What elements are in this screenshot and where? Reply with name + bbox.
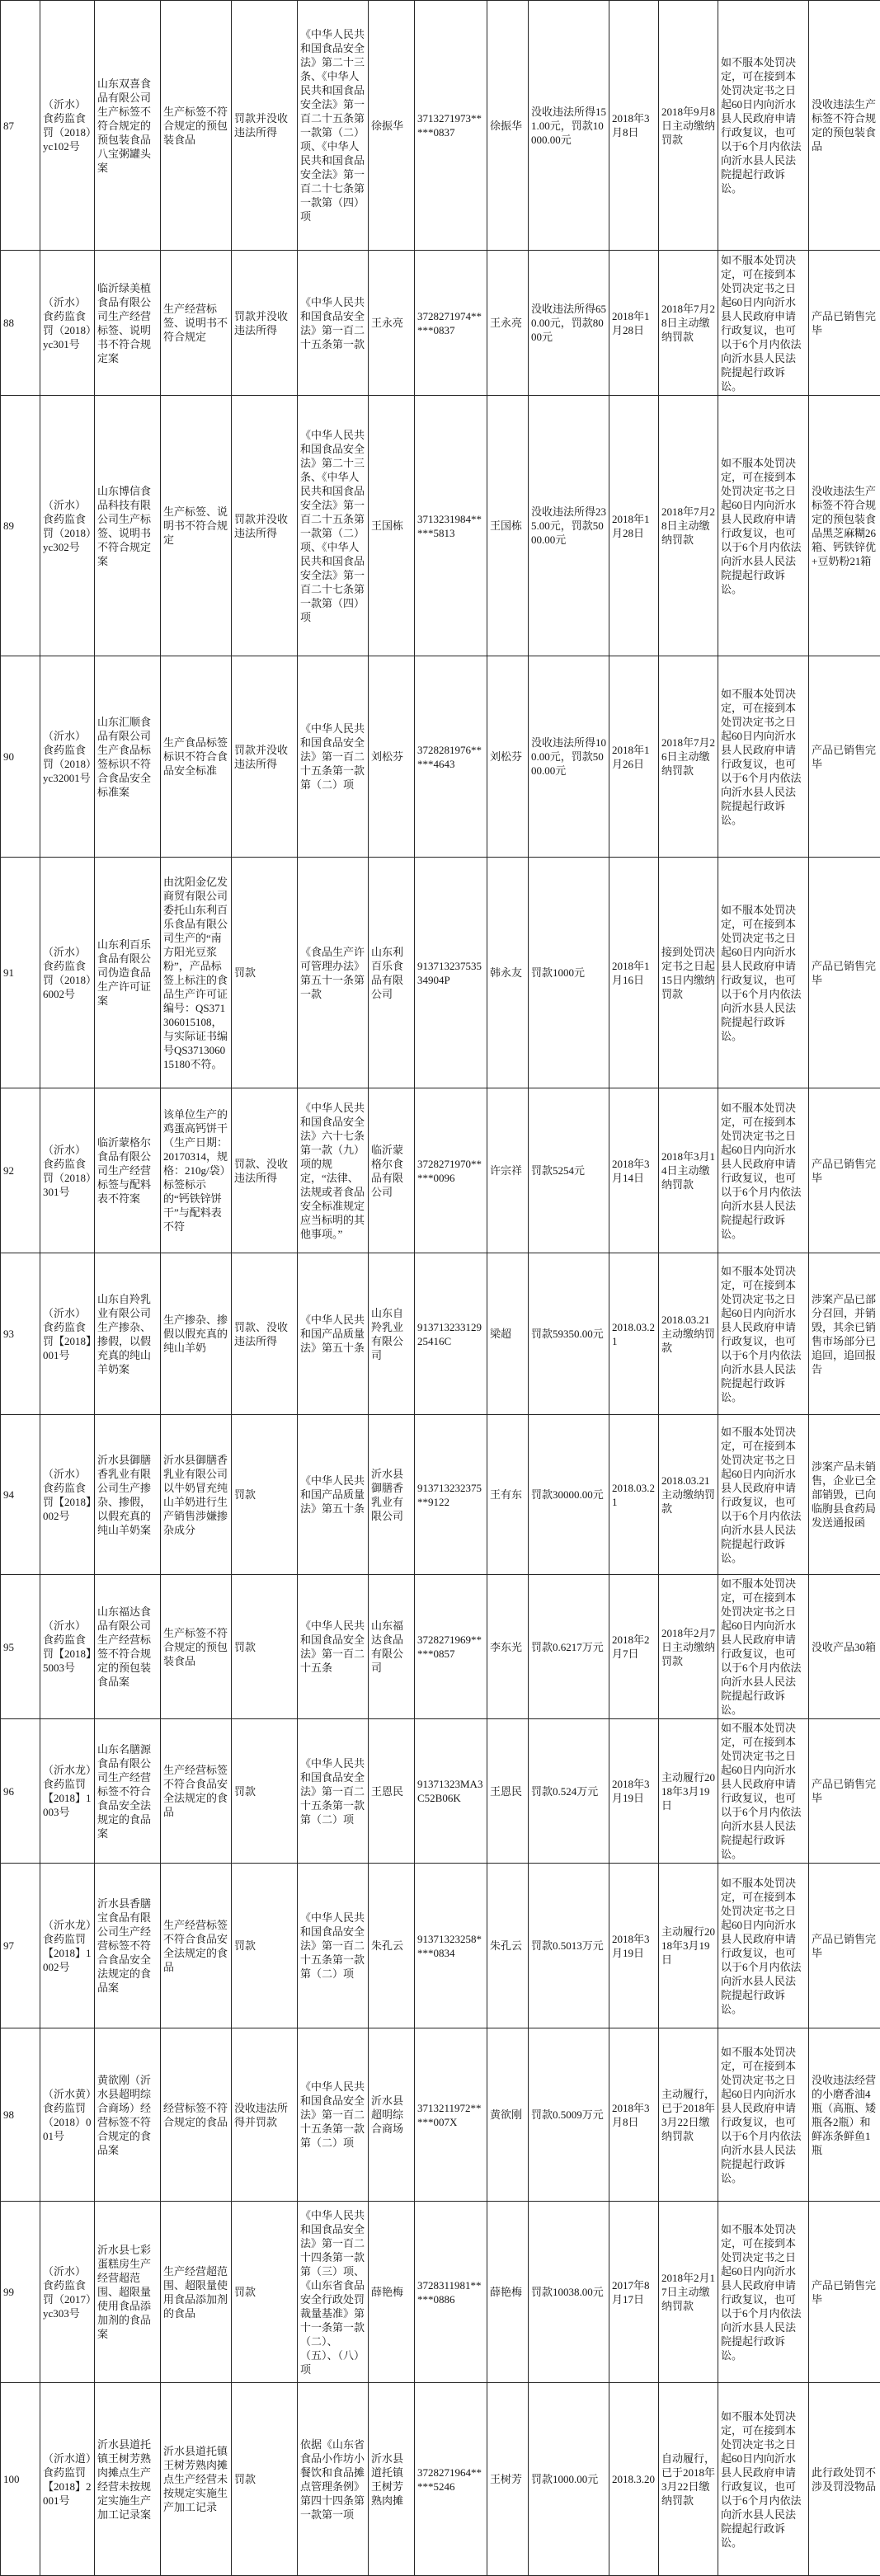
cell-penalty-basis: 依据《山东省食品小作坊小餐饮和食品摊点管理条例》第四十四条第一款第一项 [298, 2383, 369, 2576]
cell-party-name: 山东利百乐食品有限公司 [369, 858, 415, 1088]
cell-penalty-result: 没收违法所得100.00元，罚款5000.00元 [529, 656, 609, 858]
cell-penalty-result: 罚款59350.00元 [529, 1253, 609, 1415]
cell-decision-date: 2018年2月7日 [609, 1575, 659, 1719]
cell-decision-number: （沂水）食药监食罚（2018）301号 [40, 1088, 95, 1253]
cell-penalty-result: 罚款30000.00元 [529, 1415, 609, 1575]
cell-execution: 2018年7月26日主动缴纳罚款 [659, 656, 718, 858]
cell-row-number: 90 [1, 656, 40, 858]
cell-credit-code: 3713271973*****0837 [415, 1, 487, 251]
cell-decision-number: （沂水）食药监食罚（2017）yc303号 [40, 2202, 95, 2383]
cell-penalty-result: 罚款5254元 [529, 1088, 609, 1253]
cell-remedy-notice: 如不服本处罚决定，可在接到本处罚决定书之日起60日内向沂水县人民政府申请行政复议，也可以于6个月内依法向沂水县人民法院提起行政诉讼。 [718, 2383, 809, 2576]
cell-credit-code: 3728311981*****0886 [415, 2202, 487, 2383]
cell-decision-number: （沂水道）食药监罚【2018】2001号 [40, 2383, 95, 2576]
cell-penalty-type: 罚款 [232, 1719, 298, 1864]
cell-decision-date: 2018年1月26日 [609, 656, 659, 858]
cell-legal-representative: 许宗祥 [487, 1088, 529, 1253]
cell-penalty-result: 罚款1000.00元 [529, 2383, 609, 2576]
table-row [1, 1864, 880, 2028]
table-row [1, 1088, 880, 1253]
cell-party-name: 王永亮 [369, 251, 415, 396]
cell-case-name: 山东福达食品有限公司生产经营标签不符合规定的预包装食品案 [95, 1575, 161, 1719]
cell-remedy-notice: 如不服本处罚决定，可在接到本处罚决定书之日起60日内向沂水县人民政府申请行政复议，也可以于6个月内依法向沂水县人民法院提起行政诉讼。 [718, 2202, 809, 2383]
cell-penalty-basis: 《中华人民共和国食品安全法》六十七条第一款（九）项的规定，“法律、法规或者食品安全标准规定应当标明的其他事项。” [298, 1088, 369, 1253]
cell-decision-date: 2018年3月8日 [609, 1, 659, 251]
cell-party-name: 沂水县超明综合商场 [369, 2028, 415, 2202]
cell-penalty-type: 罚款 [232, 858, 298, 1088]
cell-remarks: 产品已销售完毕 [809, 251, 880, 396]
cell-row-number: 99 [1, 2202, 40, 2383]
cell-case-name: 山东名膳源食品有限公司生产经营标签不符合食品安全法规定的食品案 [95, 1719, 161, 1864]
cell-remarks: 没收违法生产标签不符合规定的预包装食品黑芝麻糊26箱、钙铁锌优+豆奶粉21箱 [809, 396, 880, 656]
cell-credit-code: 3728271964*****5246 [415, 2383, 487, 2576]
cell-decision-date: 2018年3月19日 [609, 1719, 659, 1864]
cell-penalty-basis: 《中华人民共和国产品质量法》第五十条 [298, 1253, 369, 1415]
cell-remedy-notice: 如不服本处罚决定，可在接到本处罚决定书之日起60日内向沂水县人民政府申请行政复议，也可以于6个月内依法向沂水县人民法院提起行政诉讼。 [718, 1, 809, 251]
cell-party-name: 朱孔云 [369, 1864, 415, 2028]
cell-legal-representative: 朱孔云 [487, 1864, 529, 2028]
cell-decision-number: （沂水）食药监食罚（2018）yc302号 [40, 396, 95, 656]
cell-penalty-type: 罚款并没收违法所得 [232, 396, 298, 656]
cell-decision-number: （沂水）食药监食罚（2018）yc301号 [40, 251, 95, 396]
cell-decision-number: （沂水）食药监食罚【2018】001号 [40, 1253, 95, 1415]
cell-penalty-type: 罚款、没收违法所得 [232, 1253, 298, 1415]
cell-row-number: 97 [1, 1864, 40, 2028]
cell-row-number: 89 [1, 396, 40, 656]
cell-illegal-facts: 生产标签、说明书不符合规定 [161, 396, 232, 656]
cell-credit-code: 913713232375**9122 [415, 1415, 487, 1575]
cell-case-name: 沂水县御膳香乳业有限公司生产掺杂、掺假，以假充真的纯山羊奶案 [95, 1415, 161, 1575]
cell-row-number: 91 [1, 858, 40, 1088]
cell-legal-representative: 王恩民 [487, 1719, 529, 1864]
cell-illegal-facts: 该单位生产的鸡蛋高钙饼干（生产日期：20170314，规格：210g/袋）标签标示的“钙铁锌饼干”与配料表不符 [161, 1088, 232, 1253]
cell-execution: 自动履行，已于2018年3月22日缴纳罚款 [659, 2383, 718, 2576]
cell-credit-code: 91371323753534904P [415, 858, 487, 1088]
cell-penalty-basis: 《中华人民共和国食品安全法》第一百二十五条第一款第（二）项 [298, 1719, 369, 1864]
cell-remedy-notice: 如不服本处罚决定，可在接到本处罚决定书之日起60日内向沂水县人民政府申请行政复议，也可以于6个月内依法向沂水县人民法院提起行政诉讼。 [718, 1253, 809, 1415]
cell-decision-number: （沂水）食药监食罚【2018】5003号 [40, 1575, 95, 1719]
cell-illegal-facts: 沂水县御膳香乳业有限公司以牛奶冒充纯山羊奶进行生产销售涉嫌掺杂成分 [161, 1415, 232, 1575]
cell-penalty-basis: 《中华人民共和国食品安全法》第一百二十五条第一款 [298, 251, 369, 396]
cell-case-name: 沂水县七彩蛋糕房生产经营超范围、超限量使用食品添加剂的食品案 [95, 2202, 161, 2383]
table-row [1, 1719, 880, 1864]
table-row [1, 251, 880, 396]
cell-legal-representative: 李东光 [487, 1575, 529, 1719]
cell-case-name: 山东双喜食品有限公司生产标签不符合规定的预包装食品八宝粥罐头案 [95, 1, 161, 251]
cell-execution: 接到处罚决定书之日起15日内缴纳罚款 [659, 858, 718, 1088]
cell-row-number: 96 [1, 1719, 40, 1864]
cell-legal-representative: 徐振华 [487, 1, 529, 251]
cell-row-number: 94 [1, 1415, 40, 1575]
cell-penalty-type: 罚款并没收违法所得 [232, 656, 298, 858]
cell-legal-representative: 王有东 [487, 1415, 529, 1575]
cell-execution: 2018.03.21主动缴纳罚款 [659, 1253, 718, 1415]
table-row [1, 2383, 880, 2576]
cell-penalty-type: 罚款并没收违法所得 [232, 1, 298, 251]
cell-credit-code: 91371323312925416C [415, 1253, 487, 1415]
cell-case-name: 临沂绿美植食品有限公司生产经营标签、说明书不符合规定案 [95, 251, 161, 396]
cell-case-name: 黄欲刚（沂水县超明综合商场）经营标签不符合规定的食品案 [95, 2028, 161, 2202]
cell-row-number: 93 [1, 1253, 40, 1415]
cell-penalty-result: 罚款1000元 [529, 858, 609, 1088]
cell-penalty-result: 罚款10038.00元 [529, 2202, 609, 2383]
cell-illegal-facts: 由沈阳金亿发商贸有限公司委托山东利百乐食品有限公司生产的“南方阳光豆浆粉”，产品标签上标注的食品生产许可证编号：QS371306015108，与实际证书编号QS371306015180不符。 [161, 858, 232, 1088]
cell-penalty-result: 没收违法所得151.00元，罚款10000.00元 [529, 1, 609, 251]
cell-credit-code: 3713231984*****5813 [415, 396, 487, 656]
cell-penalty-type: 罚款 [232, 1575, 298, 1719]
cell-remedy-notice: 如不服本处罚决定，可在接到本处罚决定书之日起60日内向沂水县人民政府申请行政复议，也可以于6个月内依法向沂水县人民法院提起行政诉讼。 [718, 2028, 809, 2202]
cell-party-name: 山东福达食品有限公司 [369, 1575, 415, 1719]
cell-party-name: 沂水县道托镇王树芳熟肉摊 [369, 2383, 415, 2576]
cell-legal-representative: 王树芳 [487, 2383, 529, 2576]
cell-decision-date: 2018.03.21 [609, 1253, 659, 1415]
cell-penalty-basis: 《中华人民共和国产品质量法》第五十条 [298, 1415, 369, 1575]
cell-legal-representative: 王国栋 [487, 396, 529, 656]
cell-execution: 2018年9月8日主动缴纳罚款 [659, 1, 718, 251]
cell-row-number: 88 [1, 251, 40, 396]
cell-illegal-facts: 生产食品标签标识不符合食品安全标准 [161, 656, 232, 858]
cell-credit-code: 3728271969*****0857 [415, 1575, 487, 1719]
cell-remarks: 此行政处罚不涉及罚没物品 [809, 2383, 880, 2576]
cell-penalty-type: 罚款 [232, 1415, 298, 1575]
cell-remedy-notice: 如不服本处罚决定，可在接到本处罚决定书之日起60日内向沂水县人民政府申请行政复议，也可以于6个月内依法向沂水县人民法院提起行政诉讼。 [718, 1088, 809, 1253]
cell-penalty-basis: 《中华人民共和国食品安全法》第二十三条、《中华人民共和国食品安全法》第一百二十五条第一款第（二）项、《中华人民共和国食品安全法》第一百二十七条第一款第（四）项 [298, 396, 369, 656]
cell-penalty-type: 没收违法所得并罚款 [232, 2028, 298, 2202]
table-row [1, 858, 880, 1088]
table-row [1, 656, 880, 858]
cell-row-number: 92 [1, 1088, 40, 1253]
cell-execution: 2018年7月28日主动缴纳罚款 [659, 251, 718, 396]
cell-execution: 主动履行，已于2018年3月22日缴纳罚款 [659, 2028, 718, 2202]
cell-remarks: 产品已销售完毕 [809, 1864, 880, 2028]
cell-legal-representative: 韩永友 [487, 858, 529, 1088]
cell-remarks: 产品已销售完毕 [809, 1719, 880, 1864]
cell-row-number: 98 [1, 2028, 40, 2202]
cell-penalty-result: 没收违法所得650.00元，罚款8000元 [529, 251, 609, 396]
cell-decision-date: 2018年3月19日 [609, 1864, 659, 2028]
cell-penalty-basis: 《中华人民共和国食品安全法》第一百二十五条第一款第（二）项 [298, 1864, 369, 2028]
cell-penalty-type: 罚款、没收违法所得 [232, 1088, 298, 1253]
cell-decision-date: 2018.3.20 [609, 2383, 659, 2576]
cell-penalty-result: 罚款0.5013万元 [529, 1864, 609, 2028]
cell-row-number: 95 [1, 1575, 40, 1719]
cell-remarks: 没收违法经营的小磨香油4瓶（高瓶、矮瓶各2瓶）和鲜冻条鲜鱼1瓶 [809, 2028, 880, 2202]
cell-illegal-facts: 经营标签不符合规定的食品 [161, 2028, 232, 2202]
cell-execution: 2018年3月14日主动缴纳罚款 [659, 1088, 718, 1253]
cell-remedy-notice: 如不服本处罚决定，可在接到本处罚决定书之日起60日内向沂水县人民政府申请行政复议，也可以于6个月内依法向沂水县人民法院提起行政诉讼。 [718, 858, 809, 1088]
cell-illegal-facts: 生产经营超范围、超限量使用食品添加剂的食品 [161, 2202, 232, 2383]
cell-penalty-type: 罚款 [232, 2202, 298, 2383]
cell-party-name: 徐振华 [369, 1, 415, 251]
cell-decision-number: （沂水）食药监食罚（2018）6002号 [40, 858, 95, 1088]
cell-penalty-type: 罚款并没收违法所得 [232, 251, 298, 396]
cell-penalty-result: 罚款0.5009万元 [529, 2028, 609, 2202]
cell-execution: 2018年2月7日主动缴纳罚款 [659, 1575, 718, 1719]
table-row [1, 1, 880, 251]
cell-legal-representative: 刘松芬 [487, 656, 529, 858]
cell-penalty-result: 罚款0.6217万元 [529, 1575, 609, 1719]
cell-remarks: 涉案产品未销售，企业已全部销毁，已向临朐县食药局发送通报函 [809, 1415, 880, 1575]
cell-penalty-basis: 《中华人民共和国食品安全法》第二十三条、《中华人民共和国食品安全法》第一百二十五条第一款第（二）项、《中华人民共和国食品安全法》第一百二十七条第一款第（四）项 [298, 1, 369, 251]
table-row [1, 2028, 880, 2202]
cell-credit-code: 91371323MA3C52B06K [415, 1719, 487, 1864]
cell-remedy-notice: 如不服本处罚决定，可在接到本处罚决定书之日起60日内向沂水县人民政府申请行政复议，也可以于6个月内依法向沂水县人民法院提起行政诉讼。 [718, 251, 809, 396]
cell-remedy-notice: 如不服本处罚决定，可在接到本处罚决定书之日起60日内向沂水县人民政府申请行政复议，也可以于6个月内依法向沂水县人民法院提起行政诉讼。 [718, 656, 809, 858]
cell-case-name: 山东自羚乳业有限公司生产掺杂、掺假，以假充真的纯山羊奶案 [95, 1253, 161, 1415]
cell-decision-number: （沂水黄）食药监罚（2018）001号 [40, 2028, 95, 2202]
cell-party-name: 王恩民 [369, 1719, 415, 1864]
table-row [1, 2202, 880, 2383]
cell-party-name: 刘松芬 [369, 656, 415, 858]
cell-execution: 2018年2月17日主动缴纳罚款 [659, 2202, 718, 2383]
cell-execution: 主动履行2018年3月19日 [659, 1864, 718, 2028]
cell-legal-representative: 薛艳梅 [487, 2202, 529, 2383]
cell-legal-representative: 王永亮 [487, 251, 529, 396]
cell-illegal-facts: 生产经营标签不符合食品安全法规定的食品 [161, 1719, 232, 1864]
cell-remarks: 产品已销售完毕 [809, 2202, 880, 2383]
cell-party-name: 临沂蒙格尔食品有限公司 [369, 1088, 415, 1253]
cell-decision-number: （沂水）食药监食罚【2018】002号 [40, 1415, 95, 1575]
cell-remedy-notice: 如不服本处罚决定，可在接到本处罚决定书之日起60日内向沂水县人民政府申请行政复议，也可以于6个月内依法向沂水县人民法院提起行政诉讼。 [718, 1719, 809, 1864]
cell-credit-code: 3728281976*****4643 [415, 656, 487, 858]
cell-decision-number: （沂水）食药监食罚（2018）yc102号 [40, 1, 95, 251]
cell-illegal-facts: 生产经营标签、说明书不符合规定 [161, 251, 232, 396]
cell-penalty-basis: 《食品生产许可管理办法》第五十一条第一款 [298, 858, 369, 1088]
cell-party-name: 薛艳梅 [369, 2202, 415, 2383]
cell-row-number: 87 [1, 1, 40, 251]
cell-penalty-basis: 《中华人民共和国食品安全法》第一百二十五条第一款第（二）项 [298, 2028, 369, 2202]
cell-penalty-basis: 《中华人民共和国食品安全法》第一百二十四条第一款第（三）项、《山东省食品安全行政处罚裁量基准》第十一条第一款（二）、（五）、（八）项 [298, 2202, 369, 2383]
cell-illegal-facts: 生产经营标签不符合食品安全法规定的食品 [161, 1864, 232, 2028]
cell-credit-code: 3728271970*****0096 [415, 1088, 487, 1253]
cell-penalty-result: 没收违法所得235.00元，罚款5000.00元 [529, 396, 609, 656]
cell-case-name: 山东博信食品科技有限公司生产标签、说明书不符合规定案 [95, 396, 161, 656]
cell-case-name: 沂水县道托镇王树芳熟肉摊点生产经营未按规定实施生产加工记录案 [95, 2383, 161, 2576]
cell-decision-number: （沂水龙）食药监罚【2018】1002号 [40, 1864, 95, 2028]
cell-remedy-notice: 如不服本处罚决定，可在接到本处罚决定书之日起60日内向沂水县人民政府申请行政复议，也可以于6个月内依法向沂水县人民法院提起行政诉讼。 [718, 1864, 809, 2028]
cell-decision-date: 2017年8月17日 [609, 2202, 659, 2383]
cell-remarks: 没收违法生产标签不符合规定的预包装食品 [809, 1, 880, 251]
cell-penalty-basis: 《中华人民共和国食品安全法》第一百二十五条第一款第（二）项 [298, 656, 369, 858]
penalty-records-body [1, 1, 880, 2576]
cell-decision-date: 2018年1月28日 [609, 396, 659, 656]
cell-decision-date: 2018年3月14日 [609, 1088, 659, 1253]
cell-execution: 2018年7月28日主动缴纳罚款 [659, 396, 718, 656]
cell-penalty-result: 罚款0.524万元 [529, 1719, 609, 1864]
cell-party-name: 王国栋 [369, 396, 415, 656]
cell-execution: 2018.03.21主动缴纳罚款 [659, 1415, 718, 1575]
cell-decision-number: （沂水）食药监食罚（2018）yc32001号 [40, 656, 95, 858]
cell-credit-code: 3728271974*****0837 [415, 251, 487, 396]
cell-case-name: 临沂蒙格尔食品有限公司生产经营标签与配料表不符案 [95, 1088, 161, 1253]
cell-remedy-notice: 如不服本处罚决定，可在接到本处罚决定书之日起60日内向沂水县人民政府申请行政复议，也可以于6个月内依法向沂水县人民法院提起行政诉讼。 [718, 1415, 809, 1575]
cell-case-name: 山东汇顺食品有限公司生产食品标签标识不符合食品安全标准案 [95, 656, 161, 858]
table-row [1, 1575, 880, 1719]
cell-execution: 主动履行2018年3月19日 [659, 1719, 718, 1864]
cell-decision-date: 2018.03.21 [609, 1415, 659, 1575]
table-row [1, 396, 880, 656]
cell-party-name: 沂水县御膳香乳业有限公司 [369, 1415, 415, 1575]
cell-penalty-basis: 《中华人民共和国食品安全法》第一百二十五条 [298, 1575, 369, 1719]
cell-remedy-notice: 如不服本处罚决定，可在接到本处罚决定书之日起60日内向沂水县人民政府申请行政复议，也可以于6个月内依法向沂水县人民法院提起行政诉讼。 [718, 1575, 809, 1719]
cell-illegal-facts: 生产掺杂、掺假以假充真的纯山羊奶 [161, 1253, 232, 1415]
cell-case-name: 山东利百乐食品有限公司伪造食品生产许可证案 [95, 858, 161, 1088]
cell-remedy-notice: 如不服本处罚决定，可在接到本处罚决定书之日起60日内向沂水县人民政府申请行政复议，也可以于6个月内依法向沂水县人民法院提起行政诉讼。 [718, 396, 809, 656]
table-row [1, 1253, 880, 1415]
cell-decision-number: （沂水龙）食药监罚【2018】1003号 [40, 1719, 95, 1864]
cell-credit-code: 91371323258****0834 [415, 1864, 487, 2028]
cell-legal-representative: 梁超 [487, 1253, 529, 1415]
table-row [1, 1415, 880, 1575]
cell-case-name: 沂水县香膳宝食品有限公司生产经营标签不符合食品安全法规定的食品案 [95, 1864, 161, 2028]
cell-legal-representative: 黄欲刚 [487, 2028, 529, 2202]
cell-illegal-facts: 生产标签不符合规定的预包装食品 [161, 1575, 232, 1719]
cell-party-name: 山东自羚乳业有限公司 [369, 1253, 415, 1415]
cell-decision-date: 2018年1月16日 [609, 858, 659, 1088]
cell-credit-code: 3713211972*****007X [415, 2028, 487, 2202]
cell-decision-date: 2018年3月8日 [609, 2028, 659, 2202]
cell-illegal-facts: 沂水县道托镇王树芳熟肉摊点生产经营未按规定实施生产加工记录 [161, 2383, 232, 2576]
cell-decision-date: 2018年1月28日 [609, 251, 659, 396]
cell-penalty-type: 罚款 [232, 2383, 298, 2576]
cell-penalty-type: 罚款 [232, 1864, 298, 2028]
cell-remarks: 产品已销售完毕 [809, 656, 880, 858]
cell-remarks: 产品已销售完毕 [809, 1088, 880, 1253]
cell-remarks: 没收产品30箱 [809, 1575, 880, 1719]
cell-illegal-facts: 生产标签不符合规定的预包装食品 [161, 1, 232, 251]
cell-row-number: 100 [1, 2383, 40, 2576]
cell-remarks: 产品已销售完毕 [809, 858, 880, 1088]
cell-remarks: 涉案产品已部分召回，并销毁，其余已销售市场部分已追回，追回报告 [809, 1253, 880, 1415]
